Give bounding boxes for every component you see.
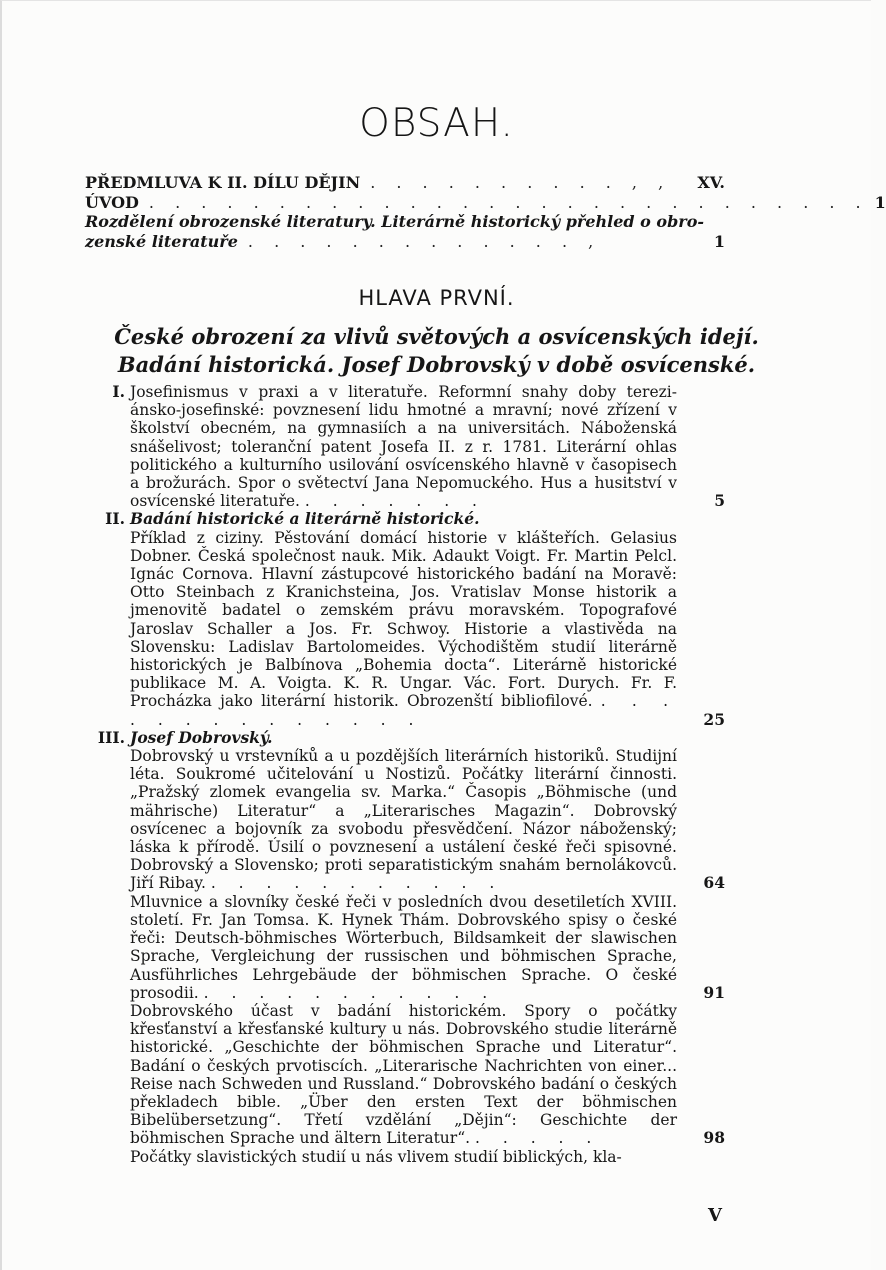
toc-leader-dots: . . . . . . . . . . . . . . [130, 692, 677, 729]
entry-text: Dobrovský u vrstevníků a u pozdějších literárních historiků. Studijní léta. Soukromé učitelování u Nostizů. Počátky literární činnosti. „Pražský zlomek evangelia sv. Marka.“ Časopis „Böhmische (und mährische) Literatur“ a „Literarisches Magazin“. Dobrovský osvícenec a bojovník za svobodu přesvědčení. Názor náboženský; láska k přírodě. Úsilí o povznesení a ustálení české řeči spisovné. Dobrovský a Slovensko; proti separatistickým snahám bernolákovců. Jiří Ribay. [130, 747, 677, 893]
toc-sections [85, 383, 725, 1166]
section-number: II. [105, 509, 125, 529]
toc-leader-dots: . . . . . . . . . . . [210, 874, 504, 893]
toc-page-number: 5 [714, 491, 725, 511]
toc-intro-description-line2 [85, 232, 725, 252]
toc-entry [130, 747, 725, 893]
toc-label: ÚVOD [85, 192, 139, 212]
toc-page-number: 98 [703, 1128, 725, 1148]
section-title: Badání historické a literárně historické. [130, 509, 480, 529]
entry-text: Mluvnice a slovníky české řeči v posledních dvou desetiletích XVIII. století. Fr. Jan Tomsa. K. Hynek Thám. Dobrovského spisy o české řeči: Deutsch-böhmisches Wörterbuch, Bildsamkeit der slawischen Sprache, Vergleichung der russischen und böhmischen Sprache, Ausführliches Lehrgebäude der böhmischen Sprache. O české prosodii. [130, 892, 677, 1002]
section-number: I. [112, 382, 125, 401]
page-title: OBSAH. [359, 101, 514, 146]
toc-entry [130, 1148, 725, 1166]
toc-page-number: 91 [703, 982, 725, 1002]
toc-leader-dots: . . . . . . . . . . , , [370, 173, 672, 192]
toc-leader-dots: . . . . . . . [304, 492, 486, 511]
toc-label: zenské literatuře [85, 231, 238, 251]
toc-leader-dots: . . . . . . . . . . . . . . . . . . . . . . . . . . . . [148, 192, 869, 212]
section-title: Josef Dobrovský. [130, 727, 273, 747]
toc-page-number: 25 [703, 709, 725, 729]
chapter-subtitle-line1: České obrození za vlivů světových a osvícenských idejí. [114, 324, 759, 349]
toc-label: PŘEDMLUVA K II. DÍLU DĚJIN [85, 173, 361, 192]
toc-page-number: 64 [703, 873, 725, 893]
toc-entry [130, 1002, 725, 1148]
toc-entry [130, 383, 725, 510]
entry-text: Dobrovského účast v badání historickém. Spory o počátky křesťanství a křesťanské kultury u nás. Dobrovského studie literárně historické. „Geschichte der böhmischen Sprache und Literatur“. Badání o českých prvotiscích. „Literarische Nachrichten von einer... Reise nach Schweden und Russland.“ Dobrovského badání o českých překladech bible. „Über den ersten Text der böhmischen Bibelübersetzung“. Třetí vzdělání „Dějin“: Geschichte der böhmischen Sprache und ältern Literatur“. [130, 1001, 677, 1148]
entry-text: Josefinismus v praxi a v literatuře. Reformní snahy doby terezi-ánsko-josefinské: povznesení lidu hmotné a mravní; nové zřízení v školství obecném, na gymnasiích a na universitách. Náboženská snášelivost; toleranční patent Josefa II. z r. 1781. Literární ohlas politického a kulturního usilování osvícenského hlavně v časopisech a brožurách. Spor o světectví Jana Nepomuckého. Hus a husitství v osvícenské literatuře. [130, 383, 677, 511]
front-matter [85, 173, 886, 251]
toc-intro-description-line1: Rozdělení obrozenské literatury. Literárně historický přehled o obro- [85, 212, 705, 231]
toc-page-number: 1 [713, 231, 725, 251]
toc-section-1 [85, 383, 725, 510]
toc-leader-dots: . . . . . [475, 1129, 601, 1148]
toc-leader-dots: . . . . . . . . . . . [203, 983, 497, 1002]
toc-section-2 [85, 510, 725, 728]
chapter-subtitle [2, 323, 871, 379]
entry-text: Příklad z ciziny. Pěstování domácí historie v klášteřích. Gelasius Dobner. Česká společnost nauk. Mik. Adaukt Voigt. Fr. Martin Pelcl. Ignác Cornova. Hlavní zástupcové historického badání na Moravě: Otto Steinbach z Kranichsteina, Jos. Vratislav Monse historik a jmenovitě badatel o zemském právu moravském. Topografové Jaroslav Schaller a Jos. Fr. Schwoy. Historie a vlastivěda na Slovensku: Ladislav Bartolomeides. Východištěm studií literárně historických je Balbínova „Bohemia docta“. Literárně historické publikace M. A. Voigta. K. R. Ungar. Vác. Fort. Durych. Fr. F. Procházka jako literární historik. Obrozenští bibliofilové. [130, 528, 677, 711]
toc-entry [130, 893, 725, 1002]
toc-row-intro [85, 192, 886, 213]
toc-leader-dots: . . . . . . . . . . . . . , [247, 231, 602, 251]
page-number: V [708, 1205, 722, 1226]
entry-text: Počátky slavistických studií u nás vlivem studií biblických, kla- [130, 1147, 622, 1166]
toc-page-number: XV. [697, 173, 725, 192]
toc-page-number: 1 [874, 192, 886, 212]
chapter-heading: HLAVA PRVNÍ. [358, 286, 515, 310]
section-number: III. [97, 727, 125, 747]
toc-row-preface [85, 173, 725, 193]
toc-section-3 [85, 729, 725, 1166]
chapter-subtitle-line2: Badání historická. Josef Dobrovský v době osvícenské. [117, 352, 756, 377]
toc-entry [130, 529, 725, 729]
